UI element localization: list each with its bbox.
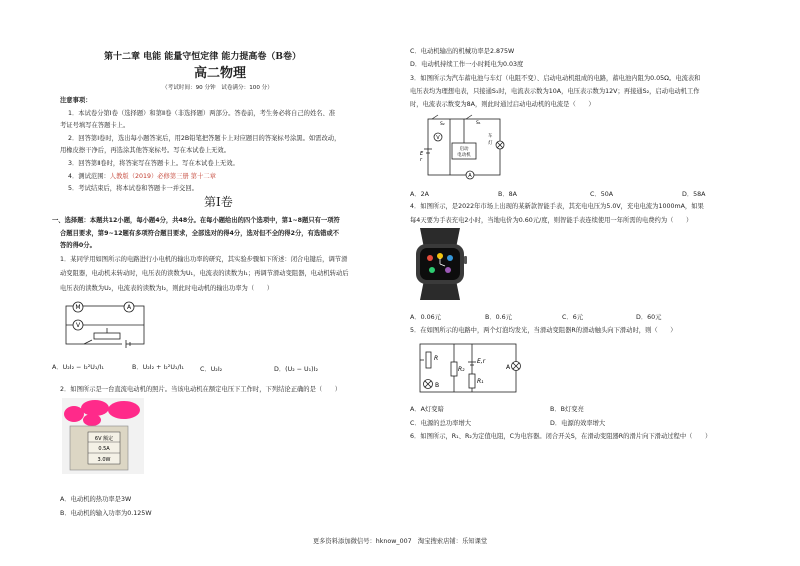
q3-lamp-label: 车	[488, 134, 493, 139]
note-line: 考证号填写在答题卡上。	[60, 122, 130, 129]
q5-option-b: B．B灯变亮	[550, 406, 584, 413]
q3-option-b: B．8A	[498, 191, 517, 198]
q1-option-d: D．(U₂ − U₁)I₂	[274, 366, 318, 373]
q2-option-c: C．电动机输出的机械功率是2.875W	[410, 48, 515, 55]
q2-text: 2．如图所示是一台直流电动机的照片。当该电动机在额定电压下工作时，下列结论正确的是（ ）	[60, 386, 342, 393]
q2-option-d: D．电动机持续工作一小时耗电为0.03度	[410, 61, 524, 68]
q5-r1-label: R₁	[477, 378, 484, 385]
section-instruction-line: 本题共12小题，每小题4分，共48分。在每小题给出的四个选项中，第1~8题只有一项符	[89, 217, 340, 224]
q3-text: 时，电流表示数变为8A，则此时通过启动电动机的电流是（ ）	[410, 101, 595, 108]
subject-title: 高二物理	[194, 66, 247, 81]
notes-heading: 注意事项：	[60, 97, 92, 104]
q4-option-d: D．60元	[636, 314, 662, 321]
q5-text: 5．在如图所示的电路中，两个灯泡均发光，当滑动变阻器R的滑动触头向下滑动时，则（ ）	[410, 327, 677, 334]
q1-option-b: B．U₂I₂ + I₂²U₁/I₁	[132, 364, 184, 371]
q5-option-a: A．A灯变暗	[410, 406, 444, 413]
q3-text: 电压表均为理想电表，只接通S₁时，电流表示数为10A，电压表示数为12V；再接通S₂，启动电动机工作	[410, 88, 700, 95]
q3-circuit-diagram	[420, 115, 510, 183]
q5-option-d: D．电源的效率增大	[550, 420, 606, 427]
q3-resistance-label: r	[420, 157, 423, 163]
note-scope-prefix: 4．测试范围：	[68, 173, 110, 180]
q2-motor-photo	[62, 398, 144, 474]
voltmeter-symbol: V	[75, 322, 81, 329]
q5-er-label: E,r	[477, 358, 486, 365]
q5-lamp-a-label: A	[506, 364, 511, 371]
page-footer: 更多资料添加微信号：hknow_007 淘宝搜索店铺：乐知课堂	[312, 538, 488, 545]
nameplate-current: 0.5A	[98, 446, 110, 452]
q2-option-b: B．电动机的输入功率为0.125W	[60, 510, 152, 517]
q3-emf-label: E	[420, 151, 424, 157]
q3-option-d: D．58A	[682, 191, 706, 198]
note-line: 用橡皮擦干净后，再选涂其他答案标号。写在本试卷上无效。	[60, 147, 231, 154]
ammeter-symbol: A	[126, 304, 132, 311]
q3-motor-label: 电动机	[457, 153, 471, 158]
note-line: 1．本试卷分第Ⅰ卷（选择题）和第Ⅱ卷（非选择题）两部分。答卷前，考生务必将自己的姓名、准	[68, 110, 336, 117]
q3-s1-label: S₁	[476, 121, 481, 126]
note-line: 5．考试结束后，将本试卷和答题卡一并交回。	[68, 185, 198, 192]
section-instruction-line: 答的得0分。	[60, 242, 96, 249]
note-scope-text: 人教版（2019）必修第三册 第十二章	[109, 173, 216, 180]
q5-r2-label: R₂	[458, 366, 465, 373]
q3-option-a: A．2A	[410, 191, 429, 198]
q1-circuit-diagram	[64, 300, 174, 355]
section-instruction-line: 合题目要求，第9~12题有多项符合题目要求，全部选对的得4分，选对但不全的得2分，有选错或不	[60, 230, 340, 237]
q2-option-a: A．电动机的热功率是3W	[60, 496, 132, 503]
q1-text: 电压表的读数为U₂，电流表的读数为I₂，则此时电动机的输出功率为（ ）	[60, 285, 274, 292]
q6-text: 6．如图所示，R₁、R₂为定值电阻，C为电容器。闭合开关S，在滑动变阻器R的滑片向下滑动过程中（ ）	[410, 433, 712, 440]
q4-option-a: A．0.06元	[410, 314, 441, 321]
section-title: 第Ⅰ卷	[204, 195, 233, 209]
q3-voltmeter-label: V	[436, 135, 440, 141]
q4-option-b: B．0.6元	[485, 314, 512, 321]
section-instruction-prefix: 一、选择题：	[52, 217, 90, 224]
q5-option-c: C．电源的总功率增大	[410, 420, 472, 427]
q1-text: 1．某同学用如图所示的电路进行小电机的输出功率的研究，其实验步骤如下所述：闭合电键后，调节滑	[60, 256, 348, 263]
q3-ammeter-label: A	[468, 173, 472, 179]
q5-r-label: R	[434, 355, 439, 362]
q4-text: 4．如图所示，是2022年市场上出现的某新款智能手表，其充电电压为5.0V，充电电流为1000mA，如果	[410, 203, 704, 210]
exam-info: （考试时间：90 分钟 试卷满分：100 分）	[162, 85, 273, 91]
q3-lamp-label: 灯	[488, 141, 493, 146]
note-scope	[68, 173, 216, 181]
nameplate-power: 3.0W	[97, 457, 111, 463]
page-title: 第十二章 电能 能量守恒定律 能力提高卷（B卷）	[104, 52, 302, 62]
q3-motor-label: 启动	[459, 147, 469, 152]
section-instruction	[52, 217, 340, 225]
q1-option-a: A．U₂I₂ − I₂²U₁/I₁	[52, 364, 104, 371]
q4-option-c: C．6元	[562, 314, 583, 321]
q3-s2-label: S₂	[440, 122, 445, 127]
q5-lamp-b-label: B	[435, 382, 440, 389]
q4-text: 每4天要为手表充电2小时，当地电价为0.60元/度，则智能手表连续使用一年所需的电费约为（ ）	[410, 217, 693, 224]
q1-option-c: C．U₂I₂	[200, 366, 223, 373]
q3-text: 3．如图所示为汽车蓄电池与车灯（电阻不变）、启动电动机组成的电路，蓄电池内阻为0.05Ω。电流表和	[410, 75, 701, 82]
nameplate-voltage: 6V 额定	[94, 436, 114, 442]
motor-symbol: M	[75, 304, 81, 311]
q1-text: 动变阻器，电动机未转动时，电压表的读数为U₁，电流表的读数为I₁；再调节滑动变阻器，电动机转动后	[60, 270, 349, 277]
q3-option-c: C．50A	[590, 191, 614, 198]
q5-circuit-diagram	[414, 340, 524, 400]
note-line: 2．回答第Ⅰ卷时，选出每小题答案后，用2B铅笔把答题卡上对应题目的答案标号涂黑。如需改动，	[68, 135, 341, 142]
note-line: 3．回答第Ⅱ卷时，将答案写在答题卡上。写在本试卷上无效。	[68, 160, 239, 167]
q4-smartwatch-image	[410, 228, 470, 300]
